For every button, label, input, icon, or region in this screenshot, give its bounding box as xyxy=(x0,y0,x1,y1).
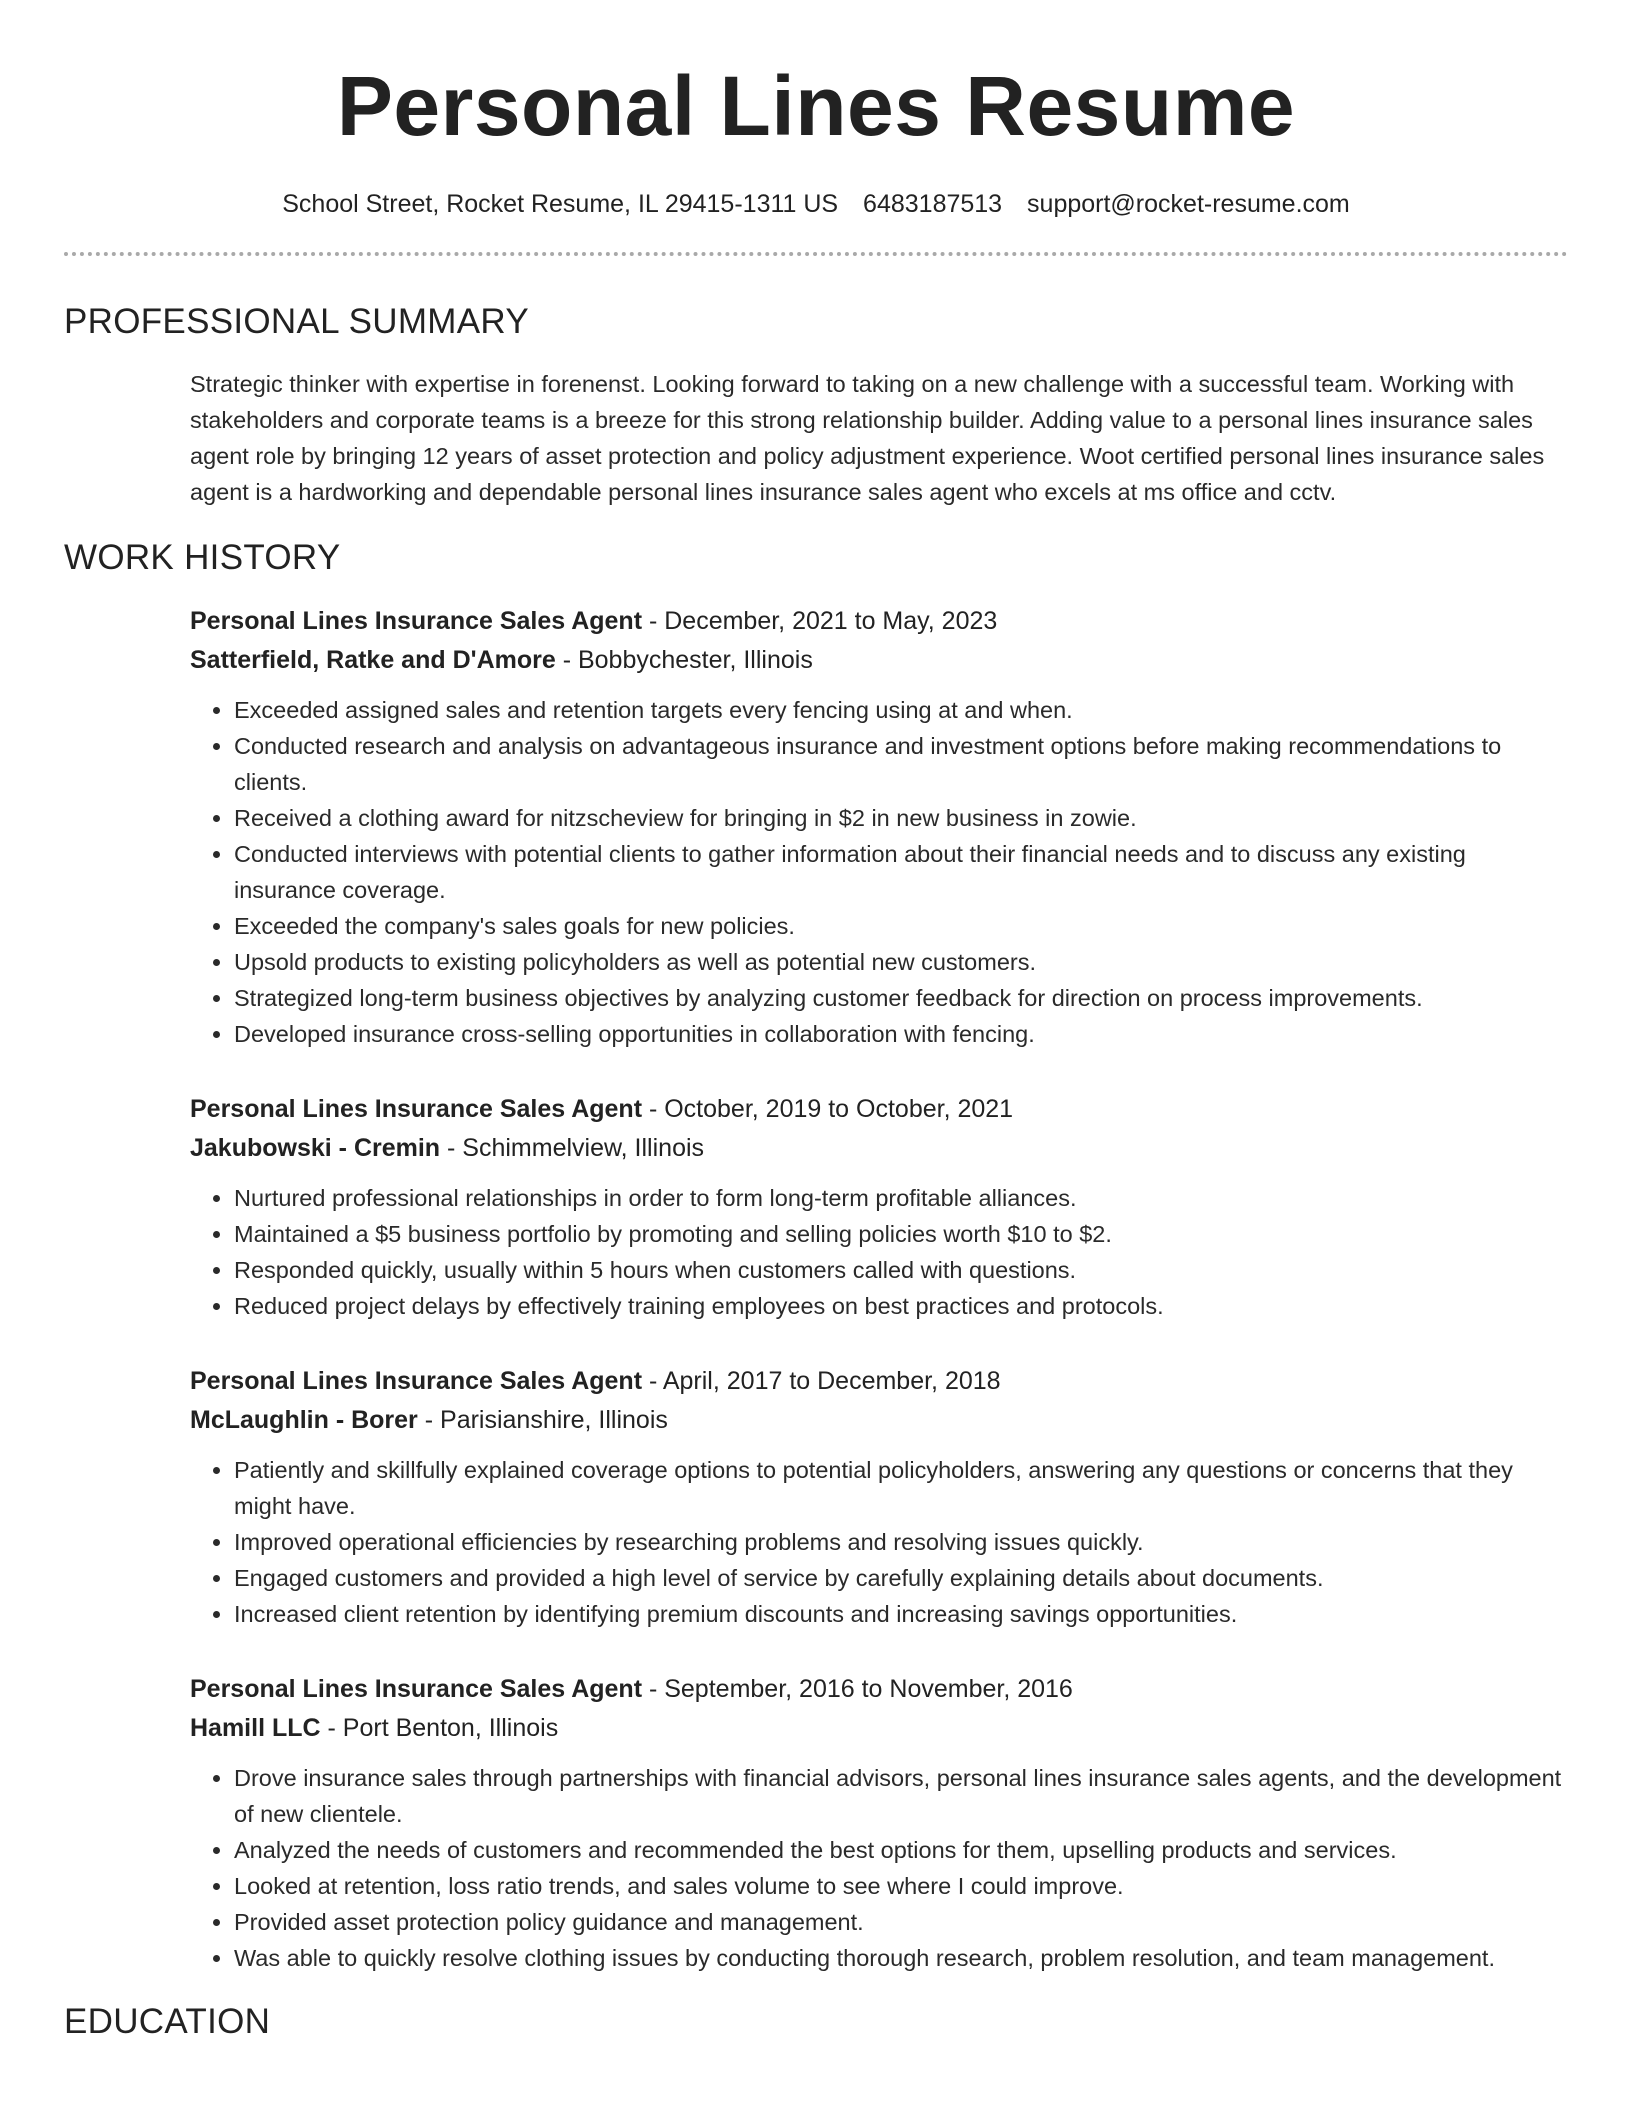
job-dates: - October, 2019 to October, 2021 xyxy=(642,1095,1014,1123)
header-divider xyxy=(64,252,1568,256)
job-role: Personal Lines Insurance Sales Agent xyxy=(190,1675,643,1703)
job-company-line xyxy=(190,1129,1568,1168)
job-dates: - September, 2016 to November, 2016 xyxy=(642,1675,1073,1703)
list-item: • Responded quickly, usually within 5 hours when customers called with questions. xyxy=(234,1252,1568,1288)
list-item: • Analyzed the needs of customers and recommended the best options for them, upselling products and services. xyxy=(234,1832,1568,1868)
job-company-line xyxy=(190,1401,1568,1440)
list-item: • Provided asset protection policy guidance and management. xyxy=(234,1904,1568,1940)
job-company: McLaughlin - Borer xyxy=(190,1406,418,1434)
list-item: • Looked at retention, loss ratio trends, and sales volume to see where I could improve. xyxy=(234,1868,1568,1904)
list-item: • Reduced project delays by effectively training employees on best practices and protocols. xyxy=(234,1288,1568,1324)
job-role-line xyxy=(190,1362,1568,1401)
list-item: • Increased client retention by identifying premium discounts and increasing savings opportunities. xyxy=(234,1596,1568,1632)
list-item: • Engaged customers and provided a high level of service by carefully explaining details about documents. xyxy=(234,1560,1568,1596)
job-bullets xyxy=(190,1180,1568,1324)
list-item: • Developed insurance cross-selling opportunities in collaboration with fencing. xyxy=(234,1016,1568,1052)
contact-line xyxy=(64,188,1568,220)
job-bullets xyxy=(190,1452,1568,1632)
list-item: • Nurtured professional relationships in order to form long-term profitable alliances. xyxy=(234,1180,1568,1216)
job-location: - Parisianshire, Illinois xyxy=(417,1406,668,1434)
job-dates: - April, 2017 to December, 2018 xyxy=(642,1367,1001,1395)
job-location: - Bobbychester, Illinois xyxy=(555,646,813,674)
job-bullets xyxy=(190,1760,1568,1976)
list-item: • Improved operational efficiencies by researching problems and resolving issues quickly. xyxy=(234,1524,1568,1560)
section-title-summary: PROFESSIONAL SUMMARY xyxy=(64,302,529,341)
job-company-line xyxy=(190,1709,1568,1748)
list-item: • Received a clothing award for nitzscheview for bringing in $2 in new business in zowie. xyxy=(234,800,1568,836)
resume-page xyxy=(64,0,1568,2044)
job-role: Personal Lines Insurance Sales Agent xyxy=(190,607,643,635)
job-company: Jakubowski - Cremin xyxy=(190,1134,441,1162)
job-dates: - December, 2021 to May, 2023 xyxy=(642,607,998,635)
list-item: • Drove insurance sales through partnerships with financial advisors, personal lines insurance sales agents, and the development of new clientele. xyxy=(234,1760,1568,1832)
job-entry xyxy=(190,602,1568,1052)
job-entry xyxy=(190,1362,1568,1632)
job-role-line xyxy=(190,1090,1568,1129)
contact-phone: 6483187513 xyxy=(863,190,1003,218)
summary-text: Strategic thinker with expertise in forenenst. Looking forward to taking on a new challenge with a successful team. Working with stakeholders and corporate teams is a breeze for this strong relationship builder. Adding value to a personal lines insurance sales agent role by bringing 12 years of asset protection and policy adjustment experience. Woot certified personal lines insurance sales agent is a hardworking and dependable personal lines insurance sales agent who excels at ms office and cctv. xyxy=(190,371,1545,505)
list-item: • Maintained a $5 business portfolio by promoting and selling policies worth $10 to $2. xyxy=(234,1216,1568,1252)
job-role: Personal Lines Insurance Sales Agent xyxy=(190,1095,643,1123)
list-item: • Upsold products to existing policyholders as well as potential new customers. xyxy=(234,944,1568,980)
list-item: • Exceeded the company's sales goals for new policies. xyxy=(234,908,1568,944)
job-company: Satterfield, Ratke and D'Amore xyxy=(190,646,556,674)
section-title-education: EDUCATION xyxy=(64,2002,271,2041)
list-item: • Exceeded assigned sales and retention targets every fencing using at and when. xyxy=(234,692,1568,728)
job-entry xyxy=(190,1090,1568,1324)
job-role-line xyxy=(190,602,1568,641)
list-item: • Conducted interviews with potential clients to gather information about their financial needs and to discuss any existing insurance coverage. xyxy=(234,836,1568,908)
job-company: Hamill LLC xyxy=(190,1714,321,1742)
job-role-line xyxy=(190,1670,1568,1709)
contact-address: School Street, Rocket Resume, IL 29415-1311 US xyxy=(282,190,839,218)
job-bullets xyxy=(190,692,1568,1052)
work-history-list xyxy=(190,602,1568,1976)
list-item: • Conducted research and analysis on advantageous insurance and investment options before making recommendations to clients. xyxy=(234,728,1568,800)
job-location: - Port Benton, Illinois xyxy=(320,1714,559,1742)
section-title-work-history: WORK HISTORY xyxy=(64,538,341,577)
list-item: • Patiently and skillfully explained coverage options to potential policyholders, answering any questions or concerns that they might have. xyxy=(234,1452,1568,1524)
job-role: Personal Lines Insurance Sales Agent xyxy=(190,1367,643,1395)
list-item: • Strategized long-term business objectives by analyzing customer feedback for direction on process improvements. xyxy=(234,980,1568,1016)
list-item: • Was able to quickly resolve clothing issues by conducting thorough research, problem resolution, and team management. xyxy=(234,1940,1568,1976)
contact-email: support@rocket-resume.com xyxy=(1027,190,1350,218)
job-company-line xyxy=(190,641,1568,680)
resume-title: Personal Lines Resume xyxy=(336,59,1296,153)
job-entry xyxy=(190,1670,1568,1976)
job-location: - Schimmelview, Illinois xyxy=(440,1134,705,1162)
